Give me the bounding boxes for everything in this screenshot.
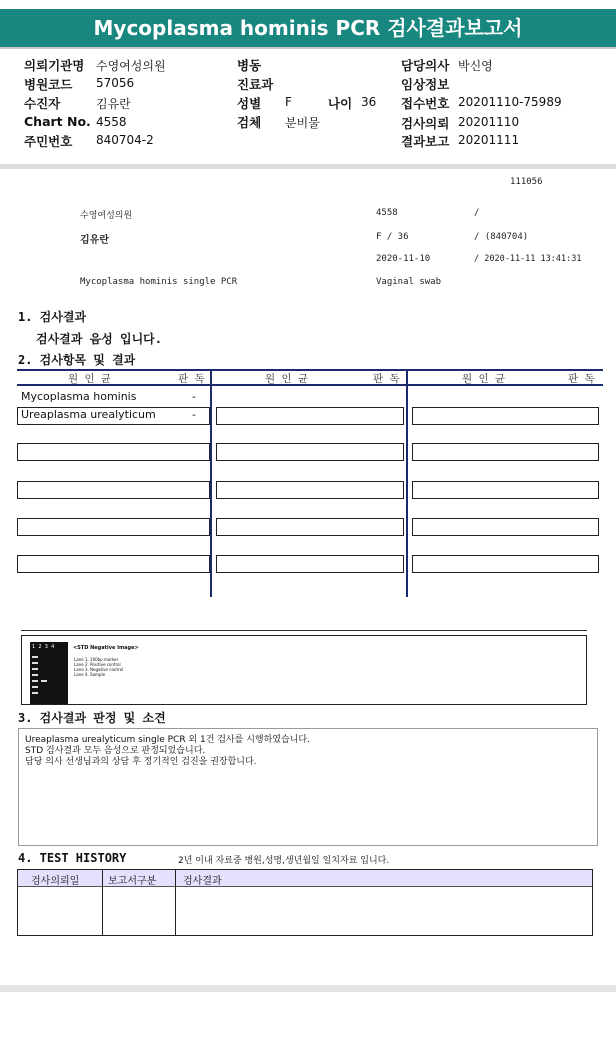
col-header-organism-3: 원 인 균	[462, 373, 506, 385]
gel-legend-1: Lane 1. 100bp marker	[74, 657, 119, 662]
summary-test-name: Mycoplasma hominis single PCR	[80, 277, 238, 287]
result-cell-empty	[17, 443, 210, 461]
opinion-line-1: Ureaplasma urealyticum single PCR 외 1건 검사를 시행하였습니다.	[25, 735, 310, 745]
footer-divider	[0, 985, 616, 992]
info-value-age: 36	[361, 95, 377, 109]
info-label-report-date: 결과보고	[401, 134, 450, 149]
gel-title: <STD Negative Image>	[73, 645, 139, 651]
table-col-divider-1	[210, 370, 212, 597]
history-header-result: 검사결과	[183, 876, 222, 887]
info-label-receipt-no: 접수번호	[401, 96, 450, 111]
history-header-row	[18, 870, 592, 887]
section4-title: 4. TEST HISTORY	[18, 851, 127, 865]
history-col-divider-2	[175, 870, 176, 936]
summary-request-date: 2020-11-10	[376, 254, 431, 264]
info-label-specimen: 검체	[237, 115, 262, 130]
opinion-box	[18, 728, 598, 846]
col-header-organism-2: 원 인 균	[265, 373, 309, 385]
gel-legend	[74, 657, 123, 677]
result-cell-empty	[216, 518, 404, 536]
result-cell-empty	[17, 481, 210, 499]
result-cell-empty	[412, 555, 599, 573]
summary-sex-age: F / 36	[376, 232, 409, 242]
info-label-hospital-code: 병원코드	[24, 77, 73, 92]
result-cell-2b	[216, 407, 404, 425]
result-cell-2c	[412, 407, 599, 425]
result-cell-empty	[216, 481, 404, 499]
result-cell-empty	[17, 518, 210, 536]
section3-title: 3. 검사결과 판정 및 소견	[18, 711, 166, 725]
info-value-sex: F	[285, 95, 292, 109]
info-label-sex: 성별	[237, 96, 262, 111]
header-divider	[0, 164, 616, 169]
result-cell-empty	[216, 443, 404, 461]
summary-hospital: 수영여성의원	[80, 211, 133, 221]
info-label-hospital: 의뢰기관명	[24, 58, 85, 73]
info-value-specimen: 분비물	[285, 116, 320, 130]
info-label-department: 진료과	[237, 77, 274, 92]
gel-image	[30, 642, 68, 704]
summary-report-datetime: / 2020-11-11 13:41:31	[474, 254, 582, 264]
summary-birth: / (840704)	[474, 232, 529, 242]
info-value-doctor: 박신영	[458, 59, 493, 73]
summary-slash: /	[474, 208, 480, 218]
info-value-hospital-code: 57056	[96, 76, 135, 90]
col-header-result-2: 판 독	[373, 373, 400, 385]
table-col-divider-2	[406, 370, 408, 597]
gel-legend-4: Lane 4. Sample	[74, 672, 106, 677]
history-header-report-type: 보고서구분	[108, 876, 157, 887]
info-value-resident-no: 840704-2	[96, 133, 154, 147]
history-col-divider-1	[102, 870, 103, 936]
result-value-1: -	[192, 390, 196, 403]
result-cell-empty	[412, 481, 599, 499]
opinion-line-2: STD 검사결과 모두 음성으로 판정되었습니다.	[25, 746, 206, 756]
result-name-2: Ureaplasma urealyticum	[21, 408, 156, 421]
summary-specimen: Vaginal swab	[376, 277, 442, 287]
info-label-chart-no: Chart No.	[24, 114, 91, 129]
info-value-report-date: 20201111	[458, 133, 520, 147]
info-value-chart-no: 4558	[96, 115, 127, 129]
info-label-doctor: 담당의사	[401, 58, 450, 73]
gel-lane-numbers: 1 2 3 4	[32, 644, 55, 650]
title-divider	[0, 47, 616, 49]
col-header-result-3: 판 독	[568, 373, 595, 385]
section4-note: 2년 이내 자료중 병원,성명,생년월일 일치자료 입니다.	[178, 856, 390, 866]
info-label-patient: 수진자	[24, 96, 61, 111]
info-value-receipt-no: 20201110-75989	[458, 95, 562, 109]
report-title: Mycoplasma hominis PCR 검사결과보고서	[0, 9, 616, 47]
info-label-resident-no: 주민번호	[24, 134, 73, 149]
result-name-1: Mycoplasma hominis	[21, 390, 137, 403]
opinion-line-3: 담당 의사 선생님과의 상담 후 정기적인 검진을 권장합니다.	[25, 757, 257, 767]
info-label-ward: 병동	[237, 58, 262, 73]
result-value-2: -	[192, 408, 196, 421]
gel-legend-2: Lane 2. Positive control	[74, 662, 121, 667]
summary-chart: 4558	[376, 208, 398, 218]
summary-code: 111056	[510, 177, 543, 187]
gel-legend-3: Lane 3. Negative control	[74, 667, 124, 672]
gel-top-rule	[21, 630, 587, 631]
result-cell-empty	[216, 555, 404, 573]
section2-title: 2. 검사항목 및 결과	[18, 353, 136, 367]
info-value-hospital: 수영여성의원	[96, 59, 166, 73]
result-cell-empty	[412, 443, 599, 461]
col-header-organism-1: 원 인 균	[68, 373, 112, 385]
result-cell-empty	[17, 555, 210, 573]
col-header-result-1: 판 독	[178, 373, 205, 385]
section1-result: 검사결과 음성 입니다.	[36, 332, 163, 346]
info-value-patient: 김유란	[96, 97, 131, 111]
section1-title: 1. 검사결과	[18, 310, 87, 324]
info-label-age: 나이	[328, 96, 353, 111]
history-header-request-date: 검사의뢰일	[31, 876, 80, 887]
info-label-request-date: 검사의뢰	[401, 116, 450, 131]
info-label-clinical-info: 임상정보	[401, 77, 450, 92]
result-cell-empty	[412, 518, 599, 536]
info-value-request-date: 20201110	[458, 115, 520, 129]
summary-patient: 김유란	[80, 235, 109, 246]
